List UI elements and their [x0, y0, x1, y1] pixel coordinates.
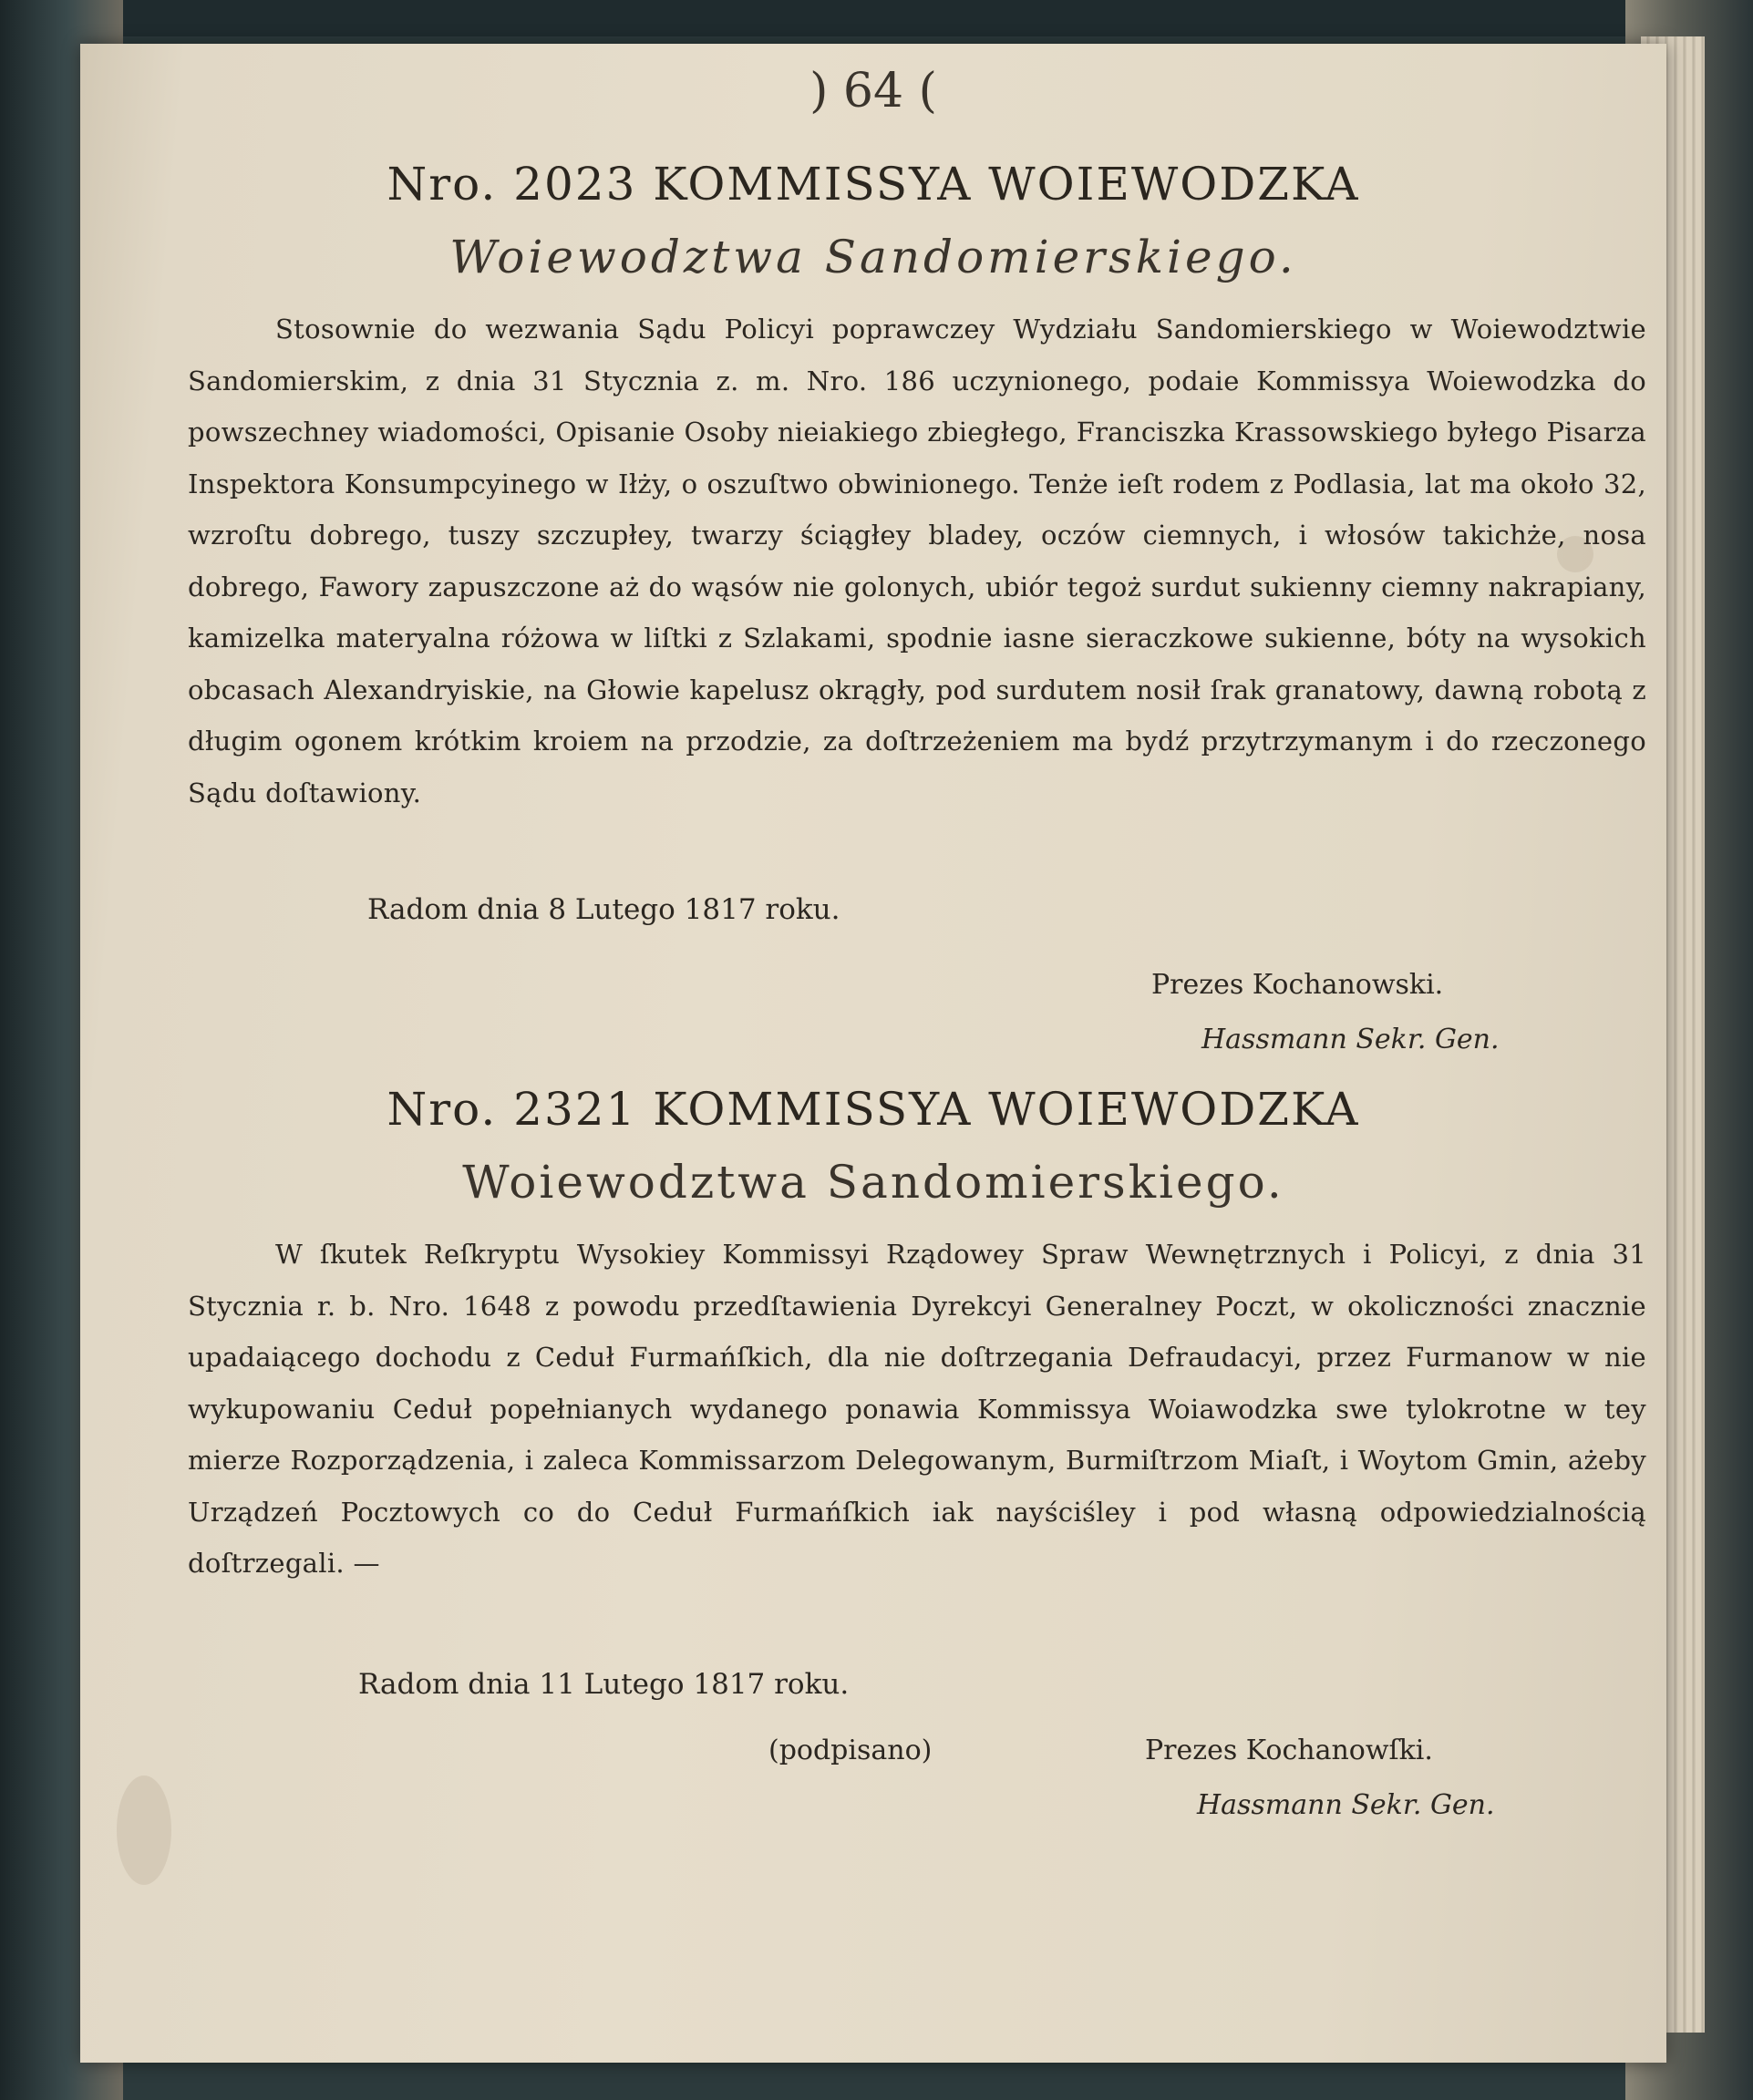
notice1-secretary-signature: Hassmann Sekr. Gen.: [1201, 1024, 1500, 1055]
notice1-subheading: Woiewodztwa Sandomierskiego.: [449, 231, 1297, 283]
paper-stain: [117, 1776, 171, 1885]
notice2-prezes-signature: Prezes Kochanowſki.: [1145, 1735, 1433, 1766]
notice1-body: Stosownie do wezwania Sądu Policyi poprawczey Wydziału Sandomierskiego w Woiewodztwie Sandomierskim, z dnia 31 Stycznia z. m. Nro. 186 uczynionego, podaie Kommissya Woiewodzka do powszechney wiadomości, Opisanie Osoby nieiakiego zbiegłego, Franciszka Krassowskiego byłego Pisarza Inspektora Konsumpcyinego w Iłży, o oszuſtwo obwinionego. Tenże ieſt rodem z Podlasia, lat ma około 32, wzroſtu dobrego, tuszy szczupłey, twarzy ściągłey bladey, oczów ciemnych, i włosów takichże, nosa dobrego, Fawory zapuszczone aż do wąsów nie golonych, ubiór tegoż surdut sukienny ciemny nakrapiany, kamizelka materyalna różowa w liſtki z Szlakami, spodnie iasne sieraczkowe sukienne, bóty na wysokich obcasach Alexandryiskie, na Głowie kapelusz okrągły, pod surdutem nosił ſrak granatowy, dawną robotą z długim ogonem krótkim kroiem na przodzie, za doſtrzeżeniem ma bydź przytrzymanym i do rzeczonego Sądu doſtawiony.: [188, 314, 1646, 808]
document-page: [80, 44, 1666, 2063]
notice2-date: Radom dnia 11 Lutego 1817 roku.: [358, 1668, 850, 1701]
notice2-secretary-signature: Hassmann Sekr. Gen.: [1197, 1789, 1495, 1821]
page-number: ) 64 (: [809, 64, 937, 118]
notice2-body: W ſkutek Reſkryptu Wysokiey Kommissyi Rządowey Spraw Wewnętrznych i Policyi, z dnia 31 Stycznia r. b. Nro. 1648 z powodu przedſtawienia Dyrekcyi Generalney Poczt, w okoliczności znacznie upadaiącego dochodu z Ceduł Furmańſkich, dla nie doſtrzegania Defraudacyi, przez Furmanow w nie wykupowaniu Ceduł popełnianych wydanego ponawia Kommissya Woiawodzka swe tylokrotne w tey mierze Rozporządzenia, i zaleca Kommissarzom Delegowanym, Burmiſtrzom Miaſt, i Woytom Gmin, ażeby Urządzeń Pocztowych co do Ceduł Furmańſkich iak nayściśley i pod własną odpowiedzialnością doſtrzegali. —: [188, 1239, 1646, 1579]
scanner-background-top: [0, 0, 1753, 36]
notice2-heading: Nro. 2321 KOMMISSYA WOIEWODZKA: [387, 1083, 1360, 1136]
notice1-prezes-signature: Prezes Kochanowski.: [1151, 969, 1444, 1001]
notice1-heading: Nro. 2023 KOMMISSYA WOIEWODZKA: [387, 158, 1360, 211]
notice1-date: Radom dnia 8 Lutego 1817 roku.: [367, 893, 840, 926]
notice2-subheading: Woiewodztwa Sandomierskiego.: [462, 1156, 1284, 1209]
notice2-podpisano: (podpisano): [768, 1735, 933, 1766]
